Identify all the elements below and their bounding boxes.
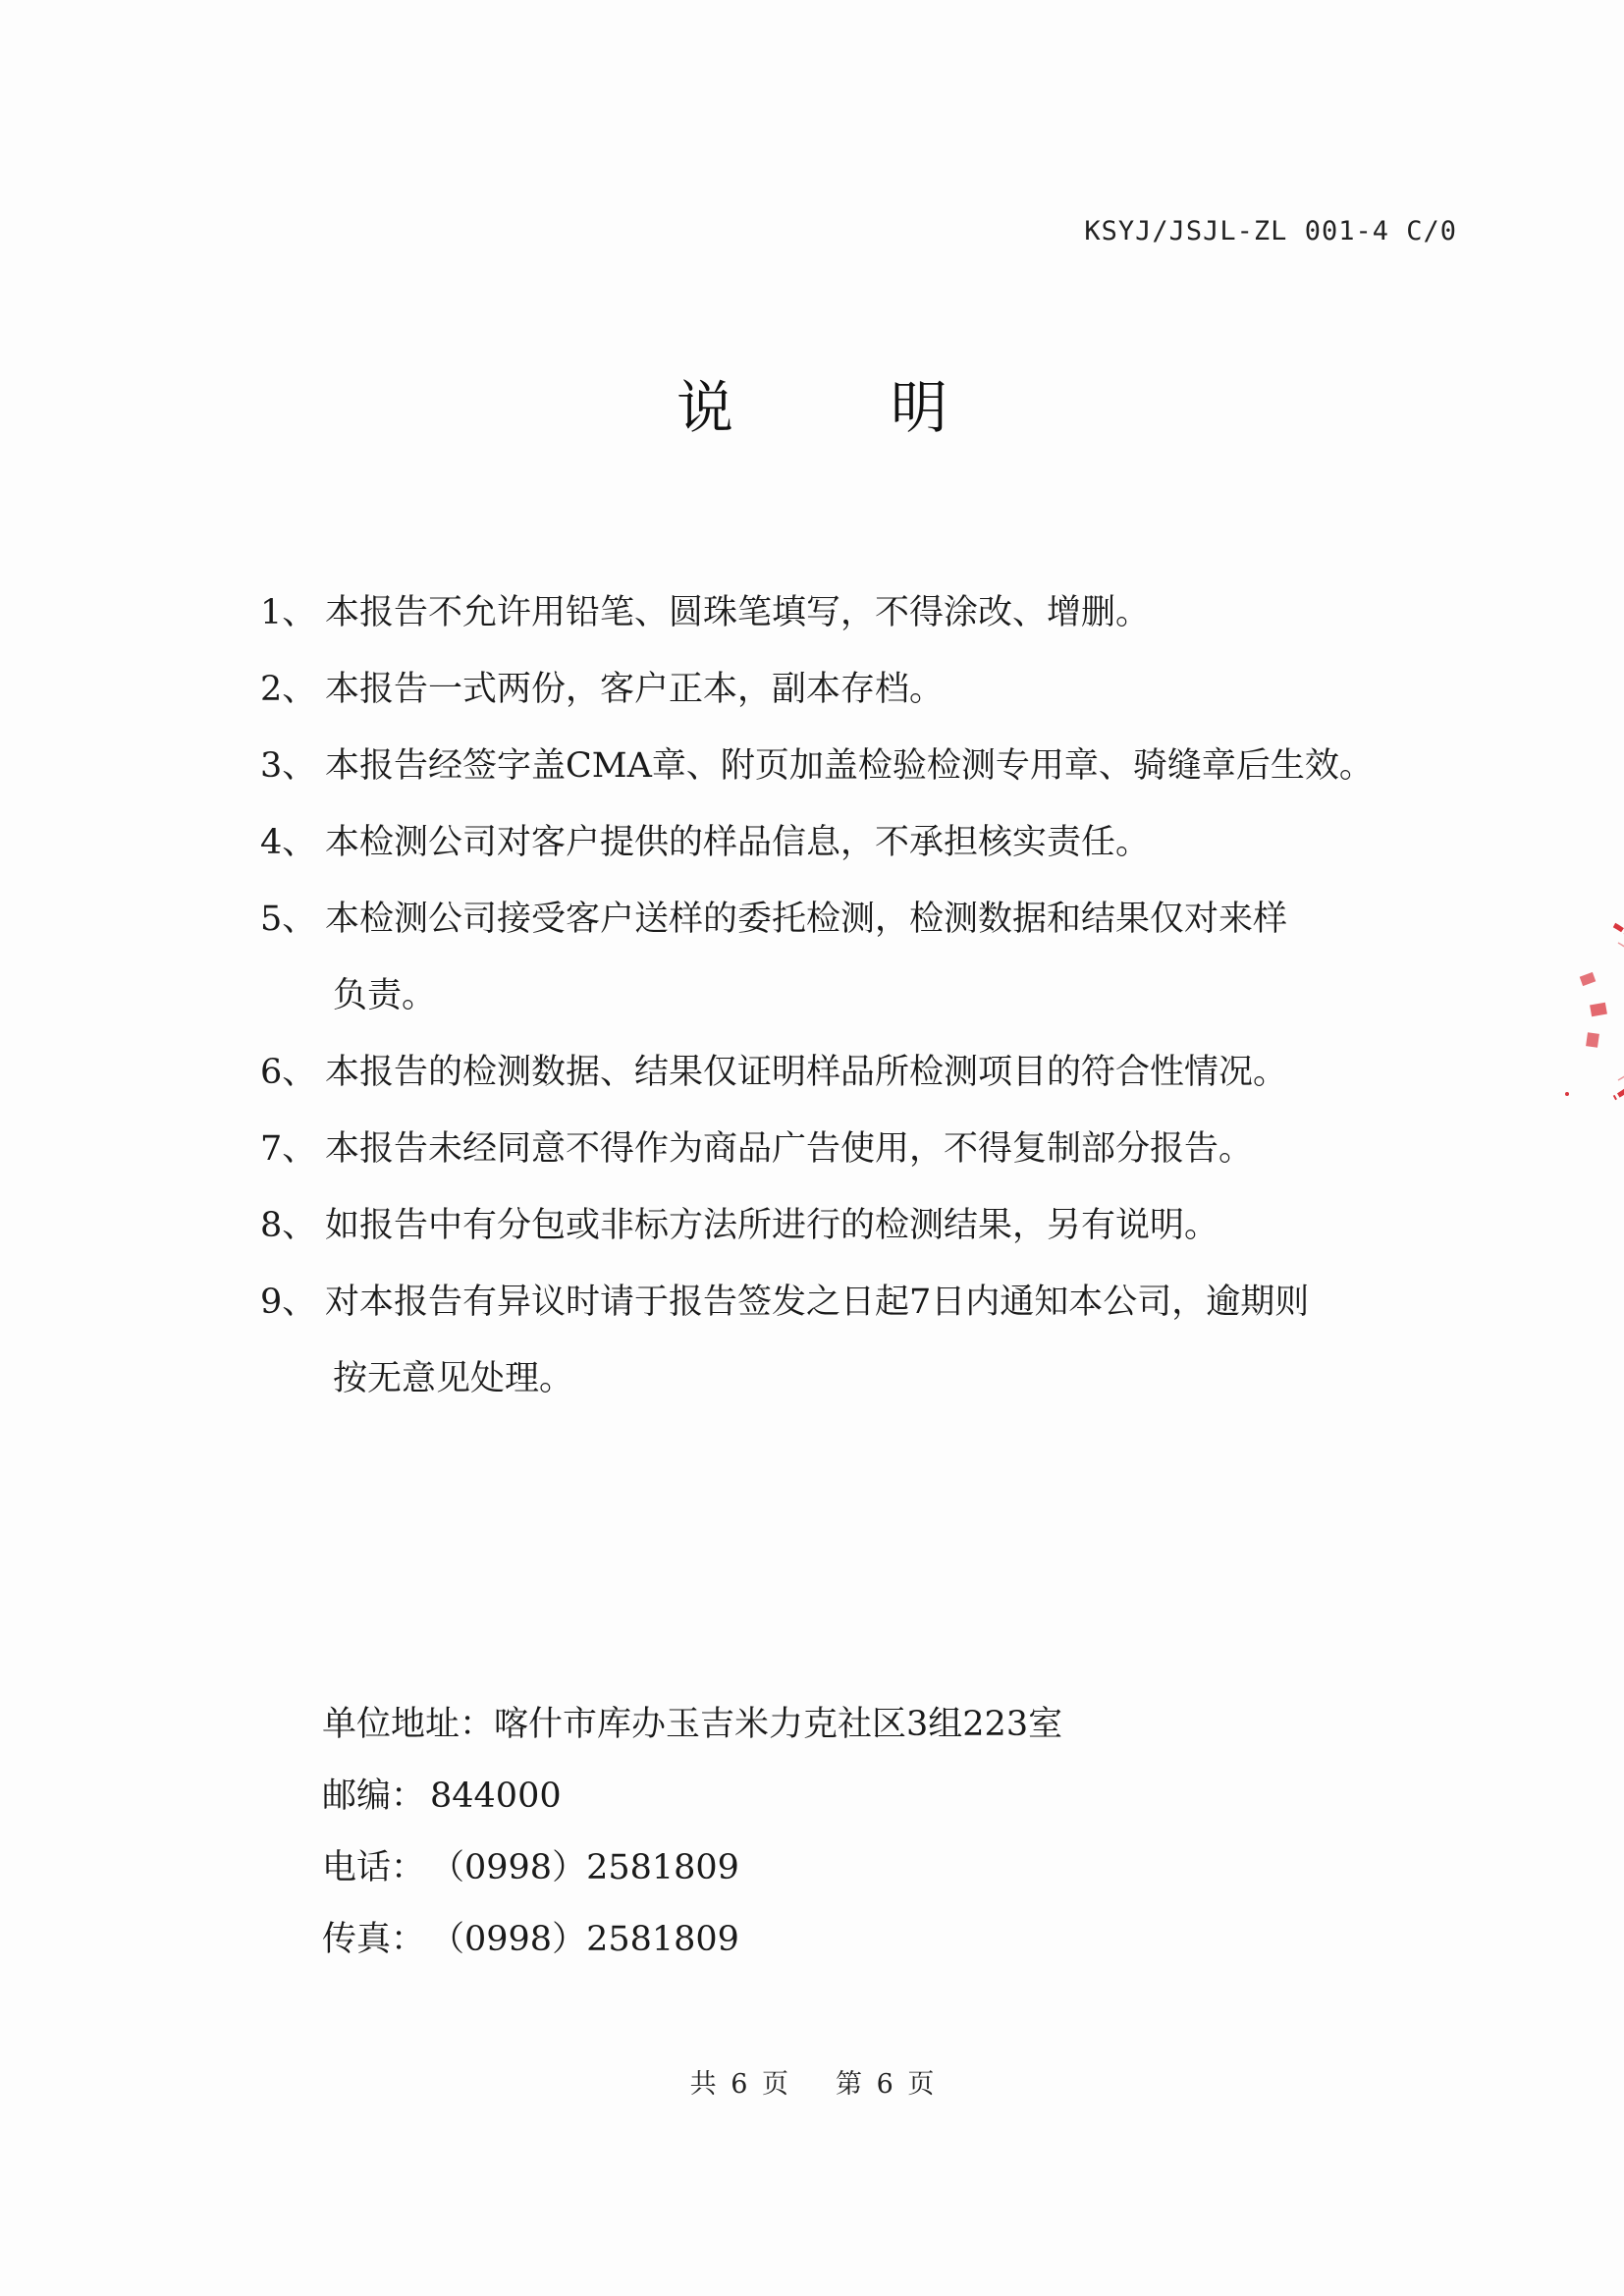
- item-text-wrap: [325, 1264, 1458, 1417]
- fax-label: 传真：: [322, 1920, 426, 1959]
- address-value: 喀什市库办玉吉米力克社区3组223室: [494, 1705, 1063, 1744]
- item-text-wrap: [325, 651, 1458, 728]
- list-item: [260, 1034, 1458, 1111]
- item-number: 3、: [260, 746, 317, 786]
- item-text: 本报告未经同意不得作为商品广告使用，不得复制部分报告。: [325, 1129, 1254, 1169]
- list-item: [260, 728, 1458, 804]
- item-text-wrap: [325, 1187, 1458, 1264]
- document-code: KSYJ/JSJL-ZL 001-4 C/0: [1084, 216, 1457, 246]
- item-number: 1、: [260, 593, 317, 632]
- total-pages: 共 6 页: [689, 2069, 788, 2100]
- item-text-wrap: [325, 574, 1458, 651]
- item-text: 本报告的检测数据、结果仅证明样品所检测项目的符合性情况。: [325, 1053, 1288, 1092]
- phone-value: （0998）2581809: [430, 1848, 739, 1887]
- list-item: [260, 881, 1458, 1034]
- fax-row: [322, 1904, 1062, 1976]
- item-number: 7、: [260, 1129, 317, 1169]
- postcode-value: 844000: [430, 1777, 562, 1816]
- list-item: [260, 574, 1458, 651]
- list-item: [260, 1187, 1458, 1264]
- list-item: [260, 651, 1458, 728]
- item-number: 2、: [260, 670, 317, 709]
- item-number: 9、: [260, 1283, 317, 1322]
- item-text-wrap: [325, 1034, 1458, 1111]
- postcode-row: [322, 1761, 1062, 1832]
- seal-stamp-icon: [1545, 913, 1624, 1110]
- fax-value: （0998）2581809: [430, 1920, 739, 1959]
- page-footer: [0, 2062, 1624, 2101]
- notes-list: [260, 574, 1458, 1417]
- list-item: [260, 1264, 1458, 1417]
- address-label: 单位地址：: [322, 1705, 495, 1744]
- item-text-wrap: [325, 804, 1458, 881]
- current-page: 第 6 页: [836, 2069, 935, 2100]
- item-number: 4、: [260, 823, 317, 862]
- item-text: 本检测公司对客户提供的样品信息，不承担核实责任。: [325, 823, 1151, 862]
- phone-row: [322, 1832, 1062, 1904]
- item-text-continuation: 负责。: [333, 976, 437, 1015]
- address-row: [322, 1689, 1062, 1761]
- item-number: 5、: [260, 900, 317, 939]
- list-item: [260, 1111, 1458, 1187]
- postcode-label: 邮编：: [322, 1777, 426, 1816]
- contact-block: [322, 1689, 1062, 1976]
- item-number: 8、: [260, 1206, 317, 1245]
- item-text-wrap: [325, 728, 1458, 804]
- item-text-continuation: 按无意见处理。: [333, 1359, 574, 1398]
- item-text-wrap: [325, 1111, 1458, 1187]
- item-text: 本报告经签字盖CMA章、附页加盖检验检测专用章、骑缝章后生效。: [325, 746, 1374, 786]
- item-number: 6、: [260, 1053, 317, 1092]
- phone-label: 电话：: [322, 1848, 426, 1887]
- list-item: [260, 804, 1458, 881]
- page-title: 说明: [676, 374, 1105, 441]
- item-text: 本报告不允许用铅笔、圆珠笔填写，不得涂改、增删。: [325, 593, 1151, 632]
- item-text: 对本报告有异议时请于报告签发之日起7日内通知本公司，逾期则: [325, 1283, 1310, 1322]
- item-text: 本检测公司接受客户送样的委托检测，检测数据和结果仅对来样: [325, 900, 1288, 939]
- item-text-wrap: [325, 881, 1458, 1034]
- item-text: 本报告一式两份，客户正本，副本存档。: [325, 670, 945, 709]
- item-text: 如报告中有分包或非标方法所进行的检测结果，另有说明。: [325, 1206, 1219, 1245]
